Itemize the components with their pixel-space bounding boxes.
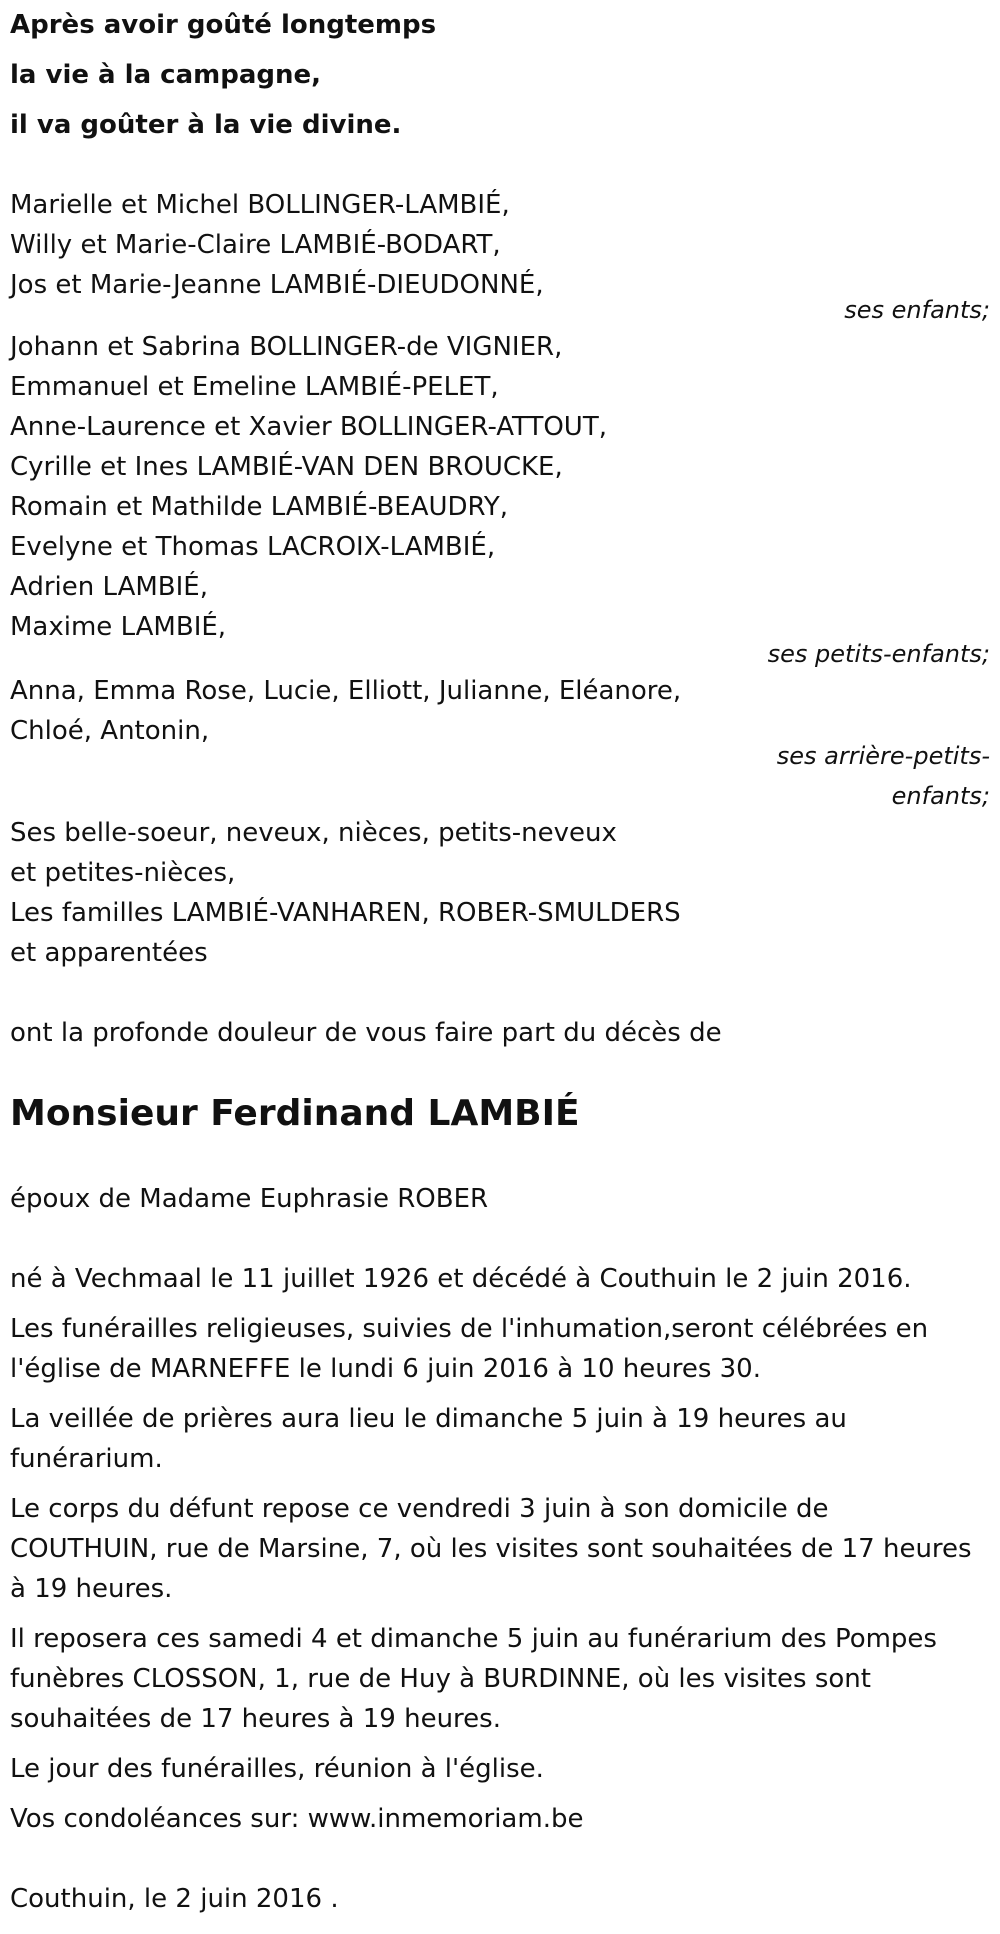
deceased-name: Monsieur Ferdinand LAMBIÉ — [10, 1093, 580, 1134]
detail-line: Les funérailles religieuses, suivies de l'inhumation,seront célébrées en — [10, 1314, 929, 1344]
great-grandchild-names: Chloé, Antonin, — [10, 716, 210, 746]
great-grandchildren-label-1: ses arrière-petits- — [776, 742, 990, 770]
detail-line: né à Vechmaal le 11 juillet 1926 et décédé à Couthuin le 2 juin 2016. — [10, 1264, 912, 1294]
grandchildren-label: ses petits-enfants; — [767, 640, 990, 668]
detail-line: funèbres CLOSSON, 1, rue de Huy à BURDINNE, où les visites sont — [10, 1664, 871, 1694]
grandchild-name: Adrien LAMBIÉ, — [10, 572, 208, 602]
poem-line-2: la vie à la campagne, — [10, 60, 321, 90]
detail-line: souhaitées de 17 heures à 19 heures. — [10, 1704, 501, 1734]
great-grandchildren-label-2: enfants; — [891, 782, 990, 810]
extended-family-line: et apparentées — [10, 938, 208, 968]
child-name: Jos et Marie-Jeanne LAMBIÉ-DIEUDONNÉ, — [10, 270, 544, 300]
detail-line: funérarium. — [10, 1444, 163, 1474]
detail-line: l'église de MARNEFFE le lundi 6 juin 2016 à 10 heures 30. — [10, 1354, 761, 1384]
child-name: Marielle et Michel BOLLINGER-LAMBIÉ, — [10, 190, 510, 220]
grandchild-name: Emmanuel et Emeline LAMBIÉ-PELET, — [10, 372, 499, 402]
grandchild-name: Johann et Sabrina BOLLINGER-de VIGNIER, — [10, 332, 563, 362]
extended-family-line: et petites-nièces, — [10, 858, 236, 888]
place-date: Couthuin, le 2 juin 2016 . — [10, 1884, 339, 1914]
grandchild-name: Evelyne et Thomas LACROIX-LAMBIÉ, — [10, 532, 496, 562]
spouse: époux de Madame Euphrasie ROBER — [10, 1184, 489, 1214]
detail-line: COUTHUIN, rue de Marsine, 7, où les visites sont souhaitées de 17 heures — [10, 1534, 972, 1564]
poem-line-3: il va goûter à la vie divine. — [10, 110, 402, 140]
grandchild-name: Maxime LAMBIÉ, — [10, 612, 227, 642]
grandchild-name: Cyrille et Ines LAMBIÉ-VAN DEN BROUCKE, — [10, 452, 563, 482]
children-label: ses enfants; — [844, 296, 990, 324]
announcement: ont la profonde douleur de vous faire part du décès de — [10, 1018, 722, 1048]
grandchild-name: Romain et Mathilde LAMBIÉ-BEAUDRY, — [10, 492, 509, 522]
grandchild-name: Anne-Laurence et Xavier BOLLINGER-ATTOUT, — [10, 412, 607, 442]
condolences-line: Vos condoléances sur: www.inmemoriam.be — [10, 1804, 584, 1834]
poem-line-1: Après avoir goûté longtemps — [10, 10, 437, 40]
great-grandchild-names: Anna, Emma Rose, Lucie, Elliott, Julianne, Eléanore, — [10, 676, 682, 706]
detail-line: La veillée de prières aura lieu le dimanche 5 juin à 19 heures au — [10, 1404, 847, 1434]
detail-line: Le jour des funérailles, réunion à l'église. — [10, 1754, 544, 1784]
detail-line: Il reposera ces samedi 4 et dimanche 5 juin au funérarium des Pompes — [10, 1624, 937, 1654]
extended-family-line: Les familles LAMBIÉ-VANHAREN, ROBER-SMULDERS — [10, 898, 681, 928]
detail-line: à 19 heures. — [10, 1574, 173, 1604]
detail-line: Le corps du défunt repose ce vendredi 3 juin à son domicile de — [10, 1494, 829, 1524]
extended-family-line: Ses belle-soeur, neveux, nièces, petits-neveux — [10, 818, 617, 848]
child-name: Willy et Marie-Claire LAMBIÉ-BODART, — [10, 230, 501, 260]
